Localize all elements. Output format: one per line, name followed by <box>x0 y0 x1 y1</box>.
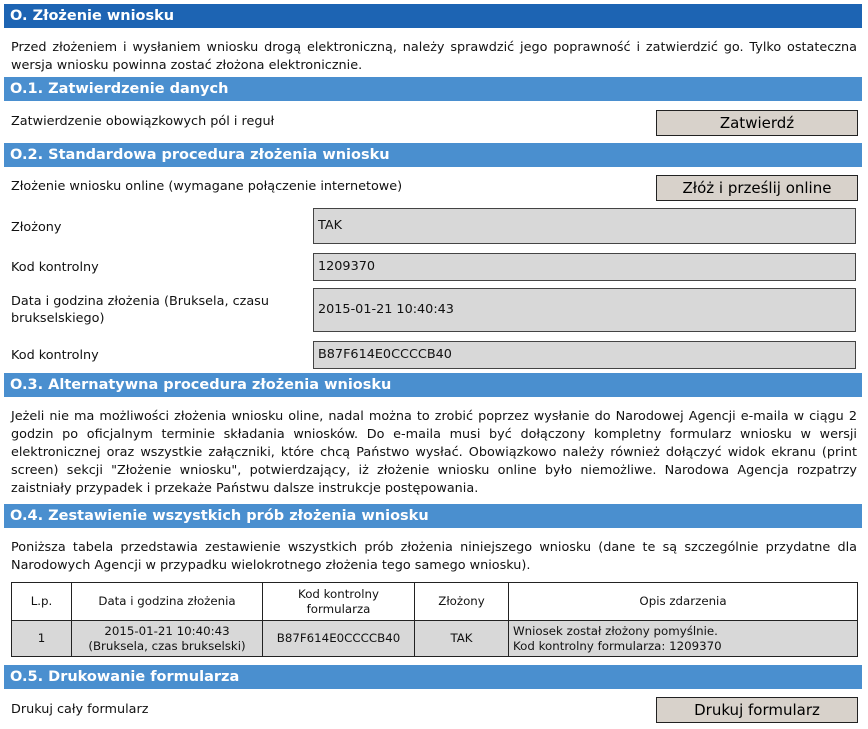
cell-lp: 1 <box>12 621 72 657</box>
cell-datetime-zone: (Bruksela, czas brukselski) <box>88 638 246 653</box>
event-description-line1: Wniosek został złożony pomyślnie. <box>513 623 718 638</box>
table-header-row <box>12 583 858 621</box>
submission-intro-text: Przed złożeniem i wysłaniem wniosku drogą elektroniczną, należy sprawdzić jego poprawność i zatwierdzić go. Tylko ostateczna wersja wniosku powinna zostać złożona elektronicznie. <box>11 40 857 73</box>
cell-control-code: B87F614E0CCCCB40 <box>263 621 415 657</box>
column-header-datetime: Data i godzina złożenia <box>72 583 263 621</box>
print-form-button[interactable]: Drukuj formularz <box>656 697 858 723</box>
submission-datetime-label: Data i godzina złożenia (Bruksela, czasu brukselskiego) <box>11 294 269 326</box>
section-title-print-form: O.5. Drukowanie formularza <box>4 665 862 689</box>
column-header-event-description: Opis zdarzenia <box>509 583 858 621</box>
section-title-standard-submission: O.2. Standardowa procedura złożenia wniosku <box>4 143 862 167</box>
validate-button[interactable]: Zatwierdź <box>656 110 858 136</box>
submission-attempts-table <box>11 582 858 657</box>
attempts-intro-text: Poniższa tabela przedstawia zestawienie wszystkich prób złożenia niniejszego wniosku (dane te są szczególnie przydatne dla Narodowych Agencji w przypadku wielokrotnego złożenia tego samego wniosku). <box>11 540 857 573</box>
cell-datetime <box>72 621 263 657</box>
submit-online-button[interactable]: Złóż i prześlij online <box>656 175 858 201</box>
print-form-label: Drukuj cały formularz <box>11 702 149 717</box>
column-header-lp: L.p. <box>12 583 72 621</box>
control-code-hex-label: Kod kontrolny <box>11 348 99 363</box>
cell-submitted: TAK <box>415 621 509 657</box>
control-code-label: Kod kontrolny <box>11 260 99 275</box>
table-row <box>12 621 858 657</box>
column-header-control-code: Kod kontrolny formularza <box>263 583 415 621</box>
event-description-line2: Kod kontrolny formularza: 1209370 <box>513 638 722 653</box>
section-title-submission-attempts: O.4. Zestawienie wszystkich prób złożenia wniosku <box>4 504 862 528</box>
cell-event-description <box>509 621 858 657</box>
control-code-field: 1209370 <box>313 253 856 281</box>
cell-datetime-value: 2015-01-21 10:40:43 <box>104 623 230 638</box>
alternative-procedure-text: Jeżeli nie ma możliwości złożenia wniosku oline, nadal można to zrobić poprzez wysłanie do Narodowej Agencji e-maila w ciągu 2 godzin po oficjalnym terminie składania wniosków. Do e-maila musi być dołączony kompletny formularz wniosku w wersji elektronicznej oraz wszystkie załączniki, które chcą Państwo wysłać. Obowiązkowo należy również dołączyć widok ekranu (print screen) sekcji "Złożenie wniosku", potwierdzający, iż złożenie wniosku online było niemożliwe. Narodowa Agencja rozpatrzy zaistniały przypadek i przekaże Państwu dalsze instrukcje postępowania. <box>11 409 857 496</box>
submitted-field: TAK <box>313 208 856 244</box>
submission-datetime-field: 2015-01-21 10:40:43 <box>313 288 856 332</box>
column-header-submitted: Złożony <box>415 583 509 621</box>
section-title-data-validation: O.1. Zatwierdzenie danych <box>4 77 862 101</box>
section-title-submission: O. Złożenie wniosku <box>4 4 862 28</box>
validation-label: Zatwierdzenie obowiązkowych pól i reguł <box>11 114 275 129</box>
online-submission-label: Złożenie wniosku online (wymagane połączenie internetowe) <box>11 179 403 194</box>
submitted-label: Złożony <box>11 220 62 235</box>
section-title-alternative-submission: O.3. Alternatywna procedura złożenia wniosku <box>4 373 862 397</box>
control-code-hex-field: B87F614E0CCCCB40 <box>313 341 856 369</box>
